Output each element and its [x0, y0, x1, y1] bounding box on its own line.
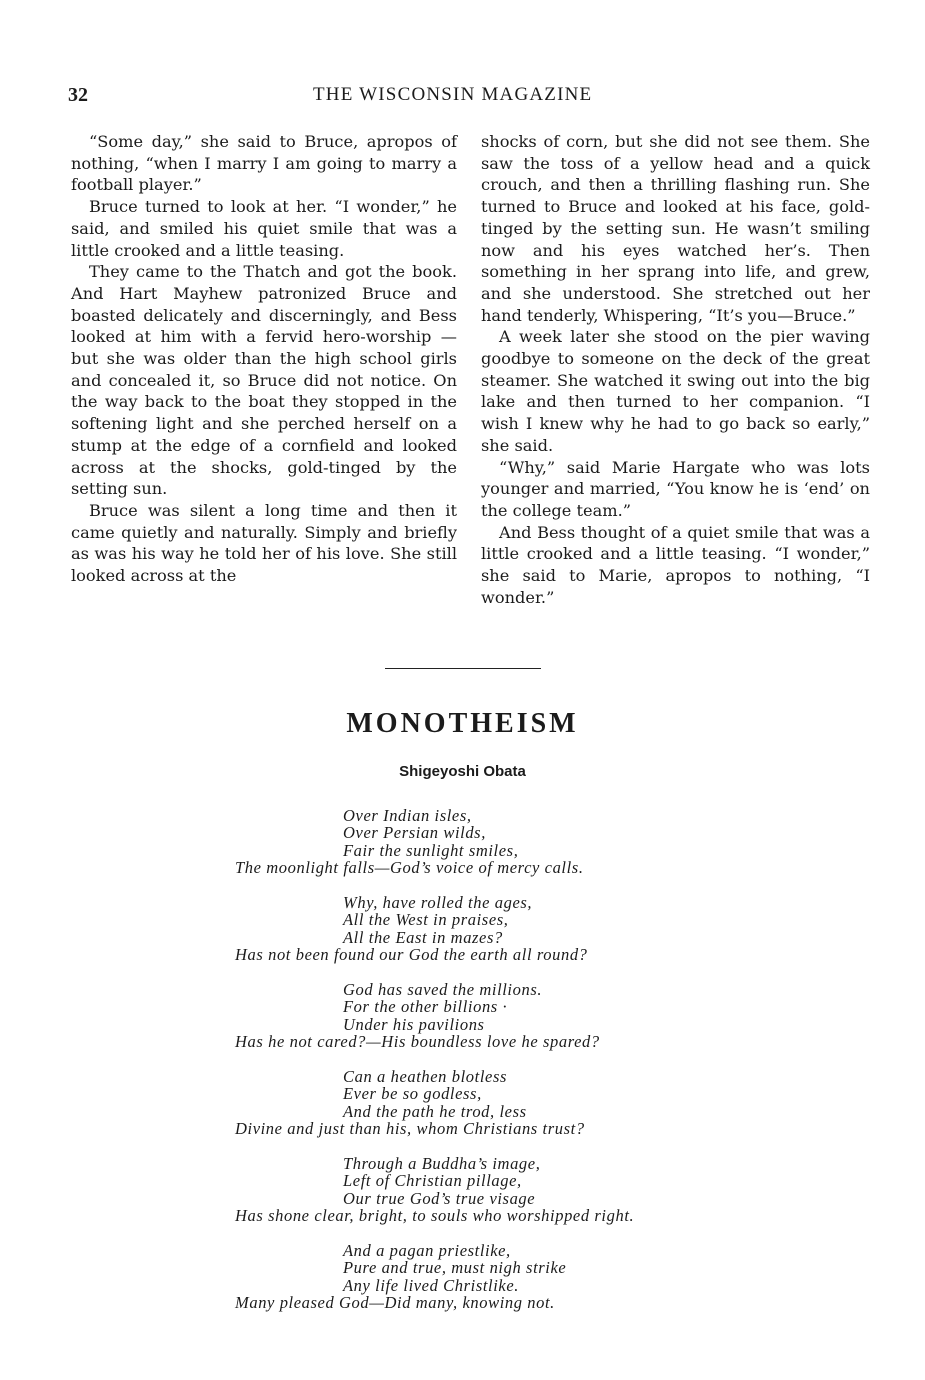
poem-line: Fair the sunlight smiles, — [343, 840, 519, 860]
story-paragraph: “Why,” said Marie Hargate who was lots younger and married, “You know he is ‘end’ on the college team.” — [481, 457, 870, 520]
story-right-column — [481, 131, 870, 608]
poem-line: Over Indian isles, — [343, 806, 472, 825]
page-header — [68, 84, 865, 110]
poem-line: Over Persian wilds, — [343, 823, 486, 843]
story-paragraph: And Bess thought of a quiet smile that was a little crooked and a little teasing. “I wonder,” she said to Marie, apropos to nothing, “I wonder.” — [481, 522, 870, 607]
poem-line: Our true God’s true visage — [343, 1188, 536, 1208]
running-head: THE WISCONSIN MAGAZINE — [313, 84, 593, 105]
poem-line: Any life lived Christlike. — [343, 1275, 519, 1295]
page-number: 32 — [68, 84, 88, 106]
poem-line: Why, have rolled the ages, — [343, 893, 533, 912]
poem-line: And a pagan priestlike, — [343, 1241, 511, 1260]
story-left-column — [71, 131, 457, 587]
poem-line: God has saved the millions. — [343, 980, 543, 999]
poem-line: All the East in mazes? — [343, 927, 503, 947]
poem-line: All the West in praises, — [343, 910, 509, 930]
poem-line: Has he not cared?—His boundless love he spared? — [235, 1032, 600, 1052]
poem-line: Left of Christian pillage, — [343, 1171, 522, 1191]
story-paragraph: shocks of corn, but she did not see them. She saw the toss of a yellow head and a quick crouch, and then a thrilling flashing run. She turned to Bruce and looked at his face, gold-tinged by the setting sun. He wasn’t smiling now and his eyes watched her’s. Then something in her sprang into life, and grew, and she understood. She stretched out her hand tenderly, Whispering, “It’s you—Bruce.” — [481, 132, 870, 325]
poem-author: Shigeyoshi Obata — [399, 763, 526, 780]
story-paragraph: Bruce was silent a long time and then it came quietly and naturally. Simply and briefly as was his way he told her of his love. She still looked across at the — [71, 500, 457, 586]
poem-line: The moonlight falls—God’s voice of mercy calls. — [235, 858, 584, 878]
poem-line: Can a heathen blotless — [343, 1067, 507, 1086]
poem-line: For the other billions · — [343, 997, 508, 1017]
story-paragraph: They came to the Thatch and got the book. And Hart Mayhew patronized Bruce and boasted delicately and discerningly, and Bess looked at him with a fervid hero-worship — but she was older than the high school girls and concealed it, so Bruce did not notice. On the way back to the boat they stopped in the softening light and she perched herself on a stump at the edge of a cornfield and looked across at the shocks, gold-tinged by the setting sun. — [71, 262, 457, 499]
poem-line: Through a Buddha’s image, — [343, 1154, 541, 1173]
section-divider — [385, 668, 541, 669]
poem-line: Under his pavilions — [343, 1014, 485, 1034]
poem-line: Has shone clear, bright, to souls who worshipped right. — [235, 1206, 635, 1226]
poem-line: Many pleased God—Did many, knowing not. — [235, 1293, 555, 1313]
poem-line: Divine and just than his, whom Christians trust? — [235, 1119, 585, 1139]
story-paragraph: Bruce turned to look at her. “I wonder,” he said, and smiled his quiet smile that was a little crooked and a little teasing. — [71, 197, 457, 260]
story-paragraph: “Some day,” she said to Bruce, apropos of nothing, “when I marry I am going to marry a football player.” — [71, 132, 457, 195]
poem-line: And the path he trod, less — [343, 1101, 527, 1121]
poem-line: Ever be so godless, — [343, 1084, 482, 1104]
poem-line: Pure and true, must nigh strike — [343, 1258, 567, 1278]
poem-title: MONOTHEISM — [346, 708, 579, 739]
poem-line: Has not been found our God the earth all round? — [235, 945, 588, 965]
story-paragraph: A week later she stood on the pier waving goodbye to someone on the deck of the great steamer. She watched it swing out into the big lake and then turned to her companion. “I wish I knew why he had to go back so early,” she said. — [481, 327, 870, 455]
